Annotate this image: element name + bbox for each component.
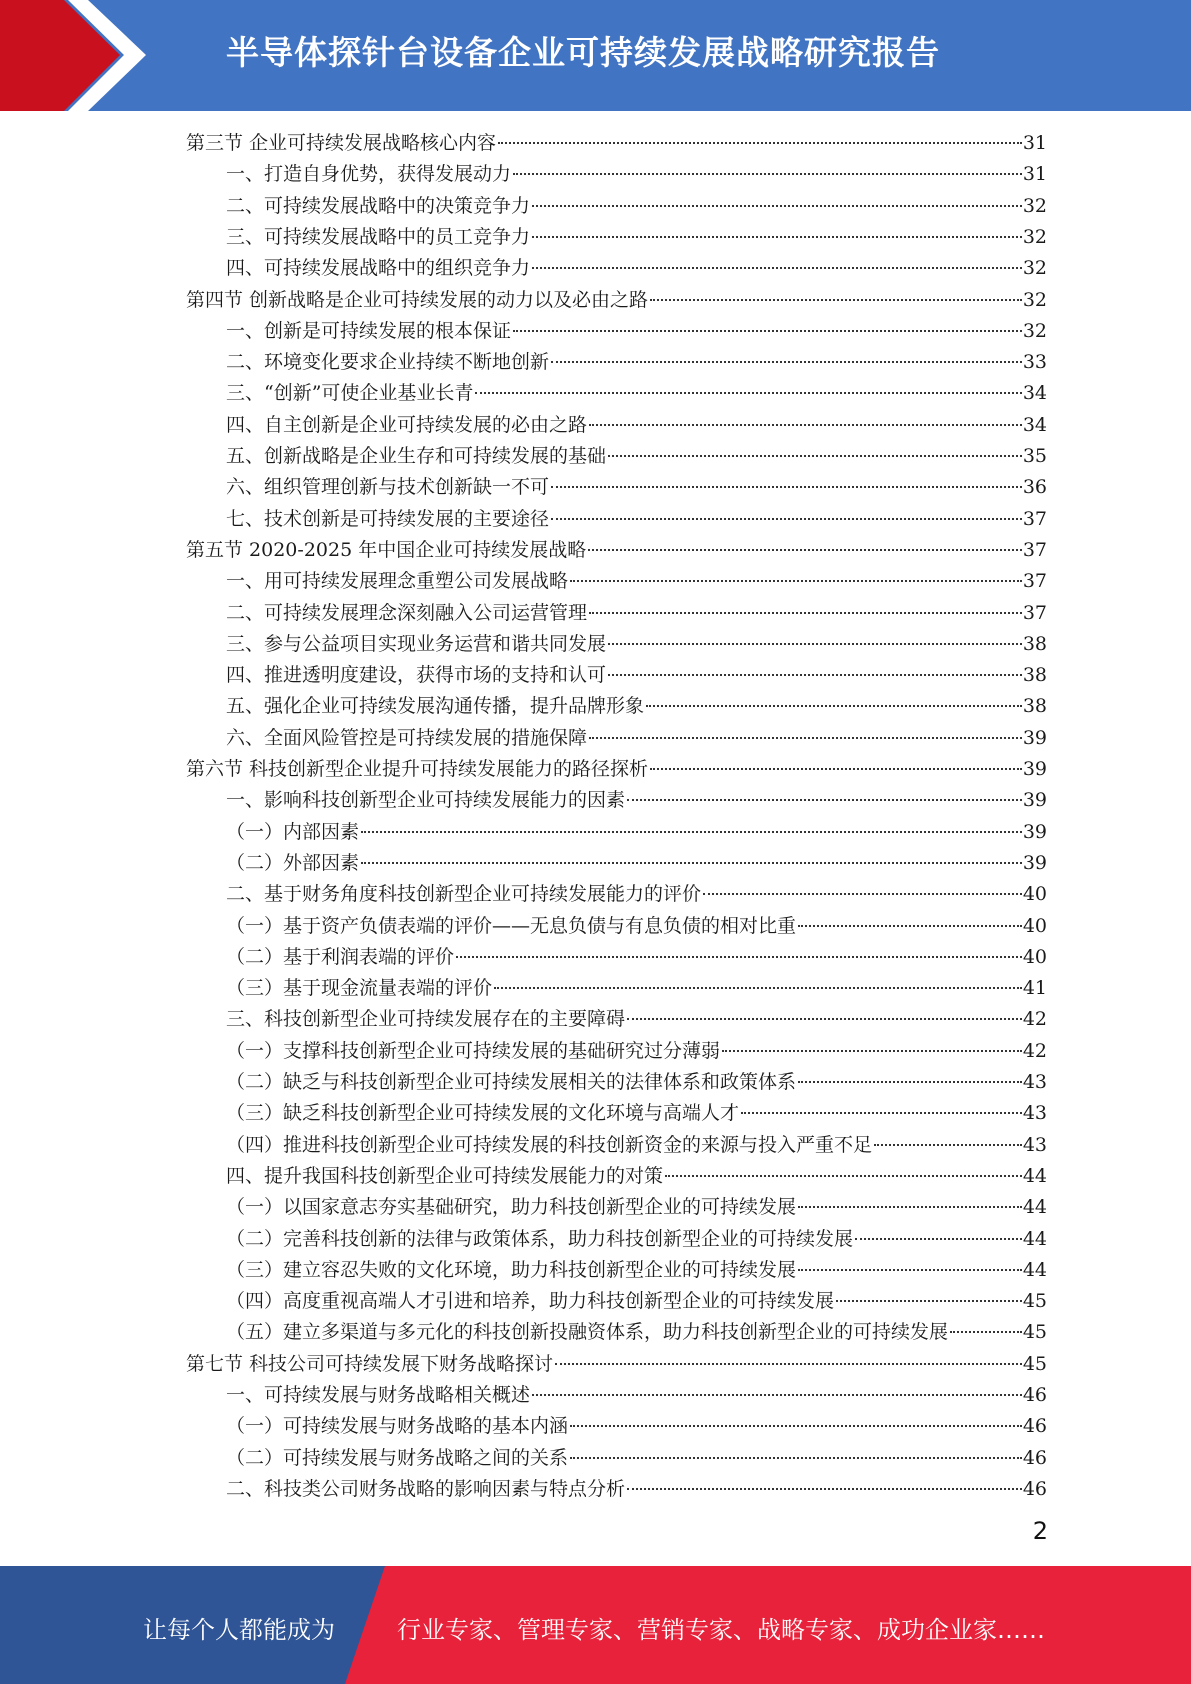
- toc-page-number: 46: [1022, 1447, 1047, 1469]
- toc-item-entry[interactable]: [226, 1098, 1047, 1129]
- toc-dot-leader: [646, 705, 1022, 707]
- toc-entry-title: （一）可持续发展与财务战略的基本内涵: [226, 1415, 569, 1437]
- toc-subsection-entry[interactable]: [226, 566, 1047, 597]
- toc-subsection-entry[interactable]: [226, 378, 1047, 409]
- toc-entry-title: 第四节 创新战略是企业可持续发展的动力以及必由之路: [186, 289, 649, 311]
- toc-item-entry[interactable]: [226, 1411, 1047, 1442]
- toc-page-number: 31: [1022, 132, 1047, 154]
- toc-dot-leader: [798, 1269, 1022, 1271]
- report-title: 半导体探针台设备企业可持续发展战略研究报告: [226, 33, 940, 72]
- toc-entry-title: （二）完善科技创新的法律与政策体系，助力科技创新型企业的可持续发展: [226, 1228, 854, 1250]
- toc-page-number: 34: [1022, 382, 1047, 404]
- page-number: 2: [1032, 1517, 1048, 1545]
- toc-page-number: 31: [1022, 163, 1047, 185]
- toc-item-entry[interactable]: [226, 1443, 1047, 1474]
- toc-subsection-entry[interactable]: [226, 159, 1047, 190]
- toc-page-number: 44: [1022, 1259, 1047, 1281]
- toc-entry-title: 三、参与公益项目实现业务运营和谐共同发展: [226, 633, 607, 655]
- toc-dot-leader: [513, 330, 1022, 332]
- toc-page-number: 44: [1022, 1196, 1047, 1218]
- toc-item-entry[interactable]: [226, 942, 1047, 973]
- toc-entry-title: 二、环境变化要求企业持续不断地创新: [226, 351, 550, 373]
- toc-subsection-entry[interactable]: [226, 660, 1047, 691]
- toc-page-number: 45: [1022, 1321, 1047, 1343]
- toc-dot-leader: [551, 361, 1022, 363]
- toc-subsection-entry[interactable]: [226, 222, 1047, 253]
- toc-dot-leader: [532, 1394, 1022, 1396]
- toc-entry-title: 第七节 科技公司可持续发展下财务战略探讨: [186, 1353, 554, 1375]
- toc-item-entry[interactable]: [226, 1286, 1047, 1317]
- toc-item-entry[interactable]: [226, 973, 1047, 1004]
- toc-dot-leader: [361, 862, 1022, 864]
- toc-page-number: 32: [1022, 257, 1047, 279]
- toc-page-number: 37: [1022, 602, 1047, 624]
- toc-item-entry[interactable]: [226, 817, 1047, 848]
- toc-entry-title: （四）高度重视高端人才引进和培养，助力科技创新型企业的可持续发展: [226, 1290, 835, 1312]
- toc-dot-leader: [589, 737, 1022, 739]
- toc-entry-title: 第三节 企业可持续发展战略核心内容: [186, 132, 497, 154]
- toc-item-entry[interactable]: [226, 1255, 1047, 1286]
- toc-entry-title: （二）外部因素: [226, 852, 360, 874]
- toc-entry-title: （三）建立容忍失败的文化环境，助力科技创新型企业的可持续发展: [226, 1259, 797, 1281]
- toc-dot-leader: [589, 612, 1022, 614]
- toc-dot-leader: [475, 392, 1021, 394]
- toc-section-entry[interactable]: [186, 128, 1047, 159]
- toc-dot-leader: [722, 1050, 1022, 1052]
- toc-page-number: 39: [1022, 758, 1047, 780]
- toc-dot-leader: [798, 1081, 1022, 1083]
- toc-subsection-entry[interactable]: [226, 1380, 1047, 1411]
- toc-subsection-entry[interactable]: [226, 472, 1047, 503]
- toc-page-number: 39: [1022, 852, 1047, 874]
- toc-entry-title: 一、创新是可持续发展的根本保证: [226, 320, 512, 342]
- toc-page-number: 36: [1022, 476, 1047, 498]
- toc-dot-leader: [570, 580, 1022, 582]
- toc-dot-leader: [498, 142, 1022, 144]
- toc-page-number: 45: [1022, 1290, 1047, 1312]
- toc-entry-title: 二、可持续发展理念深刻融入公司运营管理: [226, 602, 588, 624]
- toc-entry-title: （一）基于资产负债表端的评价——无息负债与有息负债的相对比重: [226, 915, 797, 937]
- toc-entry-title: （二）缺乏与科技创新型企业可持续发展相关的法律体系和政策体系: [226, 1071, 797, 1093]
- toc-page-number: 46: [1022, 1384, 1047, 1406]
- header-red-arrow: [0, 0, 150, 111]
- toc-page-number: 42: [1022, 1008, 1047, 1030]
- toc-entry-title: （四）推进科技创新型企业可持续发展的科技创新资金的来源与投入严重不足: [226, 1134, 873, 1156]
- toc-item-entry[interactable]: [226, 1130, 1047, 1161]
- toc-subsection-entry[interactable]: [226, 879, 1047, 910]
- toc-subsection-entry[interactable]: [226, 723, 1047, 754]
- toc-page-number: 37: [1022, 570, 1047, 592]
- toc-section-entry[interactable]: [186, 285, 1047, 316]
- toc-dot-leader: [361, 831, 1022, 833]
- toc-subsection-entry[interactable]: [226, 785, 1047, 816]
- toc-subsection-entry[interactable]: [226, 691, 1047, 722]
- toc-dot-leader: [703, 893, 1022, 895]
- toc-item-entry[interactable]: [226, 1192, 1047, 1223]
- toc-dot-leader: [551, 486, 1022, 488]
- toc-section-entry[interactable]: [186, 535, 1047, 566]
- toc-page-number: 35: [1022, 445, 1047, 467]
- toc-page-number: 39: [1022, 821, 1047, 843]
- toc-page-number: 43: [1022, 1071, 1047, 1093]
- toc-dot-leader: [608, 643, 1022, 645]
- toc-page-number: 43: [1022, 1102, 1047, 1124]
- toc-dot-leader: [627, 1018, 1022, 1020]
- toc-page-number: 40: [1022, 946, 1047, 968]
- toc-dot-leader: [494, 987, 1022, 989]
- toc-page-number: 39: [1022, 727, 1047, 749]
- toc-entry-title: 七、技术创新是可持续发展的主要途径: [226, 508, 550, 530]
- toc-page-number: 32: [1022, 289, 1047, 311]
- toc-page-number: 39: [1022, 789, 1047, 811]
- toc-entry-title: 四、自主创新是企业可持续发展的必由之路: [226, 414, 588, 436]
- toc-entry-title: 二、科技类公司财务战略的影响因素与特点分析: [226, 1478, 626, 1500]
- toc-dot-leader: [608, 455, 1022, 457]
- toc-entry-title: 五、创新战略是企业生存和可持续发展的基础: [226, 445, 607, 467]
- toc-entry-title: 第六节 科技创新型企业提升可持续发展能力的路径探析: [186, 758, 649, 780]
- toc-section-entry[interactable]: [186, 754, 1047, 785]
- toc-entry-title: 二、可持续发展战略中的决策竞争力: [226, 195, 531, 217]
- toc-page-number: 32: [1022, 226, 1047, 248]
- toc-subsection-entry[interactable]: [226, 410, 1047, 441]
- toc-page-number: 46: [1022, 1478, 1047, 1500]
- toc-entry-title: （一）内部因素: [226, 821, 360, 843]
- toc-subsection-entry[interactable]: [226, 1004, 1047, 1035]
- toc-subsection-entry[interactable]: [226, 1161, 1047, 1192]
- footer-slogan-left: 让每个人都能成为: [143, 1616, 335, 1644]
- toc-dot-leader: [627, 799, 1022, 801]
- toc-page-number: 32: [1022, 320, 1047, 342]
- page-footer: [0, 1566, 1191, 1684]
- toc-item-entry[interactable]: [226, 1317, 1047, 1348]
- toc-page-number: 38: [1022, 633, 1047, 655]
- toc-item-entry[interactable]: [226, 1224, 1047, 1255]
- toc-page-number: 34: [1022, 414, 1047, 436]
- page-header: [0, 0, 1191, 111]
- toc-item-entry[interactable]: [226, 1036, 1047, 1067]
- toc-dot-leader: [456, 956, 1022, 958]
- toc-page-number: 37: [1022, 508, 1047, 530]
- toc-page-number: 38: [1022, 695, 1047, 717]
- toc-page-number: 41: [1022, 977, 1047, 999]
- toc-item-entry[interactable]: [226, 848, 1047, 879]
- toc-page-number: 42: [1022, 1040, 1047, 1062]
- toc-page-number: 38: [1022, 664, 1047, 686]
- toc-entry-title: （二）可持续发展与财务战略之间的关系: [226, 1447, 569, 1469]
- toc-page-number: 37: [1022, 539, 1047, 561]
- toc-page-number: 40: [1022, 883, 1047, 905]
- toc-page-number: 40: [1022, 915, 1047, 937]
- toc-subsection-entry[interactable]: [226, 1474, 1047, 1505]
- toc-subsection-entry[interactable]: [226, 191, 1047, 222]
- toc-dot-leader: [570, 1425, 1022, 1427]
- toc-entry-title: （三）基于现金流量表端的评价: [226, 977, 493, 999]
- toc-item-entry[interactable]: [226, 1067, 1047, 1098]
- toc-entry-title: 三、科技创新型企业可持续发展存在的主要障碍: [226, 1008, 626, 1030]
- toc-entry-title: （一）支撑科技创新型企业可持续发展的基础研究过分薄弱: [226, 1040, 721, 1062]
- toc-entry-title: （一）以国家意志夯实基础研究，助力科技创新型企业的可持续发展: [226, 1196, 797, 1218]
- toc-subsection-entry[interactable]: [226, 598, 1047, 629]
- toc-entry-title: 四、提升我国科技创新型企业可持续发展能力的对策: [226, 1165, 664, 1187]
- toc-entry-title: 六、组织管理创新与技术创新缺一不可: [226, 476, 550, 498]
- toc-dot-leader: [532, 236, 1022, 238]
- toc-page-number: 32: [1022, 195, 1047, 217]
- toc-page-number: 33: [1022, 351, 1047, 373]
- toc-dot-leader: [570, 1457, 1022, 1459]
- toc-entry-title: 第五节 2020-2025 年中国企业可持续发展战略: [186, 539, 587, 561]
- toc-subsection-entry[interactable]: [226, 629, 1047, 660]
- toc-dot-leader: [513, 173, 1022, 175]
- toc-dot-leader: [555, 1363, 1022, 1365]
- toc-section-entry[interactable]: [186, 1349, 1047, 1380]
- toc-item-entry[interactable]: [226, 911, 1047, 942]
- toc-dot-leader: [627, 1488, 1022, 1490]
- toc-subsection-entry[interactable]: [226, 347, 1047, 378]
- toc-entry-title: 一、打造自身优势，获得发展动力: [226, 163, 512, 185]
- toc-entry-title: （五）建立多渠道与多元化的科技创新投融资体系，助力科技创新型企业的可持续发展: [226, 1321, 949, 1343]
- toc-dot-leader: [608, 674, 1022, 676]
- toc-dot-leader: [532, 205, 1022, 207]
- toc-dot-leader: [950, 1331, 1022, 1333]
- toc-dot-leader: [551, 518, 1022, 520]
- toc-entry-title: 三、“创新”可使企业基业长青: [226, 382, 474, 404]
- toc-dot-leader: [650, 768, 1022, 770]
- toc-page-number: 43: [1022, 1134, 1047, 1156]
- toc-subsection-entry[interactable]: [226, 504, 1047, 535]
- toc-subsection-entry[interactable]: [226, 316, 1047, 347]
- toc-page-number: 44: [1022, 1228, 1047, 1250]
- toc-dot-leader: [532, 267, 1022, 269]
- toc-entry-title: 一、影响科技创新型企业可持续发展能力的因素: [226, 789, 626, 811]
- toc-subsection-entry[interactable]: [226, 441, 1047, 472]
- toc-entry-title: 二、基于财务角度科技创新型企业可持续发展能力的评价: [226, 883, 702, 905]
- toc-page-number: 46: [1022, 1415, 1047, 1437]
- toc-entry-title: （二）基于利润表端的评价: [226, 946, 455, 968]
- toc-dot-leader: [798, 1206, 1022, 1208]
- toc-dot-leader: [855, 1238, 1022, 1240]
- toc-dot-leader: [874, 1144, 1022, 1146]
- toc-entry-title: 五、强化企业可持续发展沟通传播，提升品牌形象: [226, 695, 645, 717]
- footer-slogan-right: 行业专家、管理专家、营销专家、战略专家、成功企业家……: [397, 1616, 1045, 1644]
- toc-entry-title: 四、可持续发展战略中的组织竞争力: [226, 257, 531, 279]
- toc-entry-title: 一、用可持续发展理念重塑公司发展战略: [226, 570, 569, 592]
- toc-dot-leader: [588, 549, 1022, 551]
- toc-entry-title: （三）缺乏科技创新型企业可持续发展的文化环境与高端人才: [226, 1102, 740, 1124]
- toc-entry-title: 三、可持续发展战略中的员工竞争力: [226, 226, 531, 248]
- toc-page-number: 45: [1022, 1353, 1047, 1375]
- toc-page-number: 44: [1022, 1165, 1047, 1187]
- toc-dot-leader: [650, 299, 1022, 301]
- toc-entry-title: 六、全面风险管控是可持续发展的措施保障: [226, 727, 588, 749]
- toc-subsection-entry[interactable]: [226, 253, 1047, 284]
- toc-dot-leader: [665, 1175, 1022, 1177]
- toc-entry-title: 一、可持续发展与财务战略相关概述: [226, 1384, 531, 1406]
- toc-dot-leader: [589, 424, 1022, 426]
- toc-entry-title: 四、推进透明度建设，获得市场的支持和认可: [226, 664, 607, 686]
- toc-dot-leader: [798, 925, 1022, 927]
- toc-dot-leader: [741, 1112, 1022, 1114]
- toc-dot-leader: [836, 1300, 1022, 1302]
